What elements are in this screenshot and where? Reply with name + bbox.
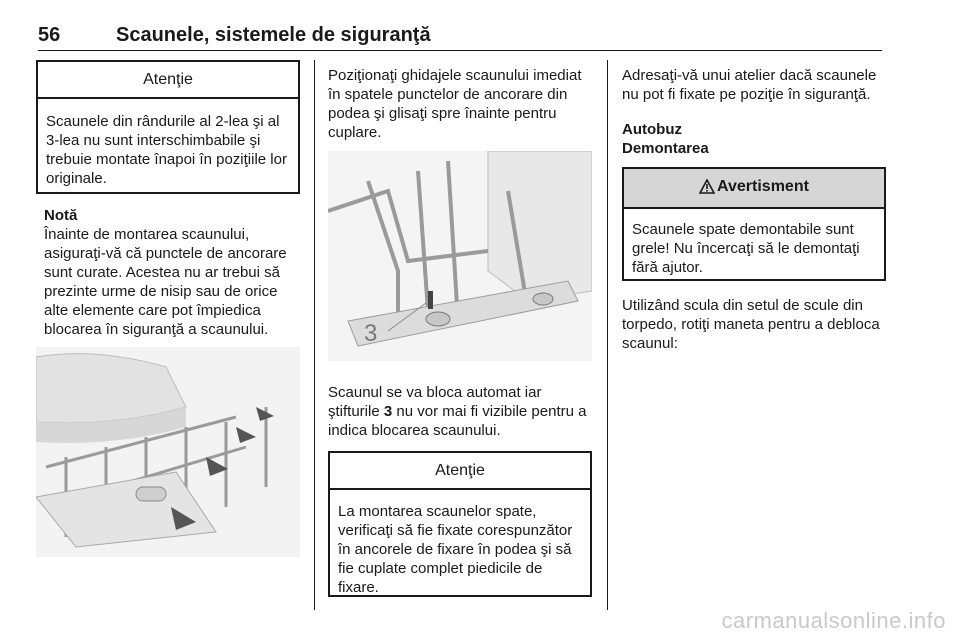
caution-title: Atenţie bbox=[38, 62, 298, 99]
subsection-heading: Demontarea bbox=[622, 140, 709, 157]
warning-text: Scaunele spate demontabile sunt grele! Nu încercaţi să le demontaţi fără ajutor. bbox=[632, 221, 860, 276]
seat-guide-illustration bbox=[328, 151, 592, 361]
note-title: Notă bbox=[44, 207, 78, 224]
warning-box bbox=[622, 167, 886, 281]
locking-text: Scaunul se va bloca automat iar ştifturile 3 nu vor mai fi vizibile pentru a indica blocarea scaunului. bbox=[328, 384, 587, 439]
column-3 bbox=[622, 60, 886, 353]
warning-title: Avertisment bbox=[717, 178, 809, 195]
caution-text: La montarea scaunelor spate, verificaţi să fie fixate corespunzător în ancorele de fixare în podea şi să fie cuplate complet piedicile de fixare. bbox=[338, 503, 573, 596]
note-text: Înainte de montarea scaunului, asiguraţi-vă că punctele de ancorare sunt curate. Acestea nu ar trebui să prezinte urme de nisip sau de orice alte elemente care pot împiedica blocarea în siguranţă a scaunului. bbox=[44, 226, 287, 338]
warning-header bbox=[624, 169, 884, 209]
column-divider bbox=[607, 60, 608, 610]
page-number: 56 bbox=[38, 24, 61, 46]
page-header bbox=[38, 24, 882, 51]
positioning-text: Poziţionaţi ghidajele scaunului imediat în spatele punctelor de ancorare din podea şi glisaţi spre înainte pentru cuplare. bbox=[328, 67, 582, 141]
chapter-title: Scaunele, sistemele de siguranţă bbox=[116, 24, 431, 46]
figure-callout: 3 bbox=[364, 320, 378, 347]
column-divider bbox=[314, 60, 315, 610]
workshop-text: Adresaţi-vă unui atelier dacă scaunele nu pot fi fixate pe poziţie în siguranţă. bbox=[622, 67, 877, 103]
section-heading: Autobuz bbox=[622, 121, 682, 138]
column-1 bbox=[36, 60, 300, 557]
column-2 bbox=[328, 60, 592, 597]
warning-triangle-icon bbox=[699, 179, 715, 199]
caution-text: Scaunele din rândurile al 2-lea şi al 3-lea nu sunt interschimbabile şi trebuie montate înapoi în poziţiile lor originale. bbox=[46, 113, 287, 187]
caution-title: Atenţie bbox=[330, 453, 590, 490]
watermark: carmanualsonline.info bbox=[721, 608, 946, 633]
seat-rails-illustration bbox=[36, 347, 300, 557]
caution-box bbox=[36, 60, 300, 194]
procedure-text: Utilizând scula din setul de scule din torpedo, rotiţi maneta pentru a debloca scaunul: bbox=[622, 297, 880, 352]
caution-box-2 bbox=[328, 451, 592, 597]
